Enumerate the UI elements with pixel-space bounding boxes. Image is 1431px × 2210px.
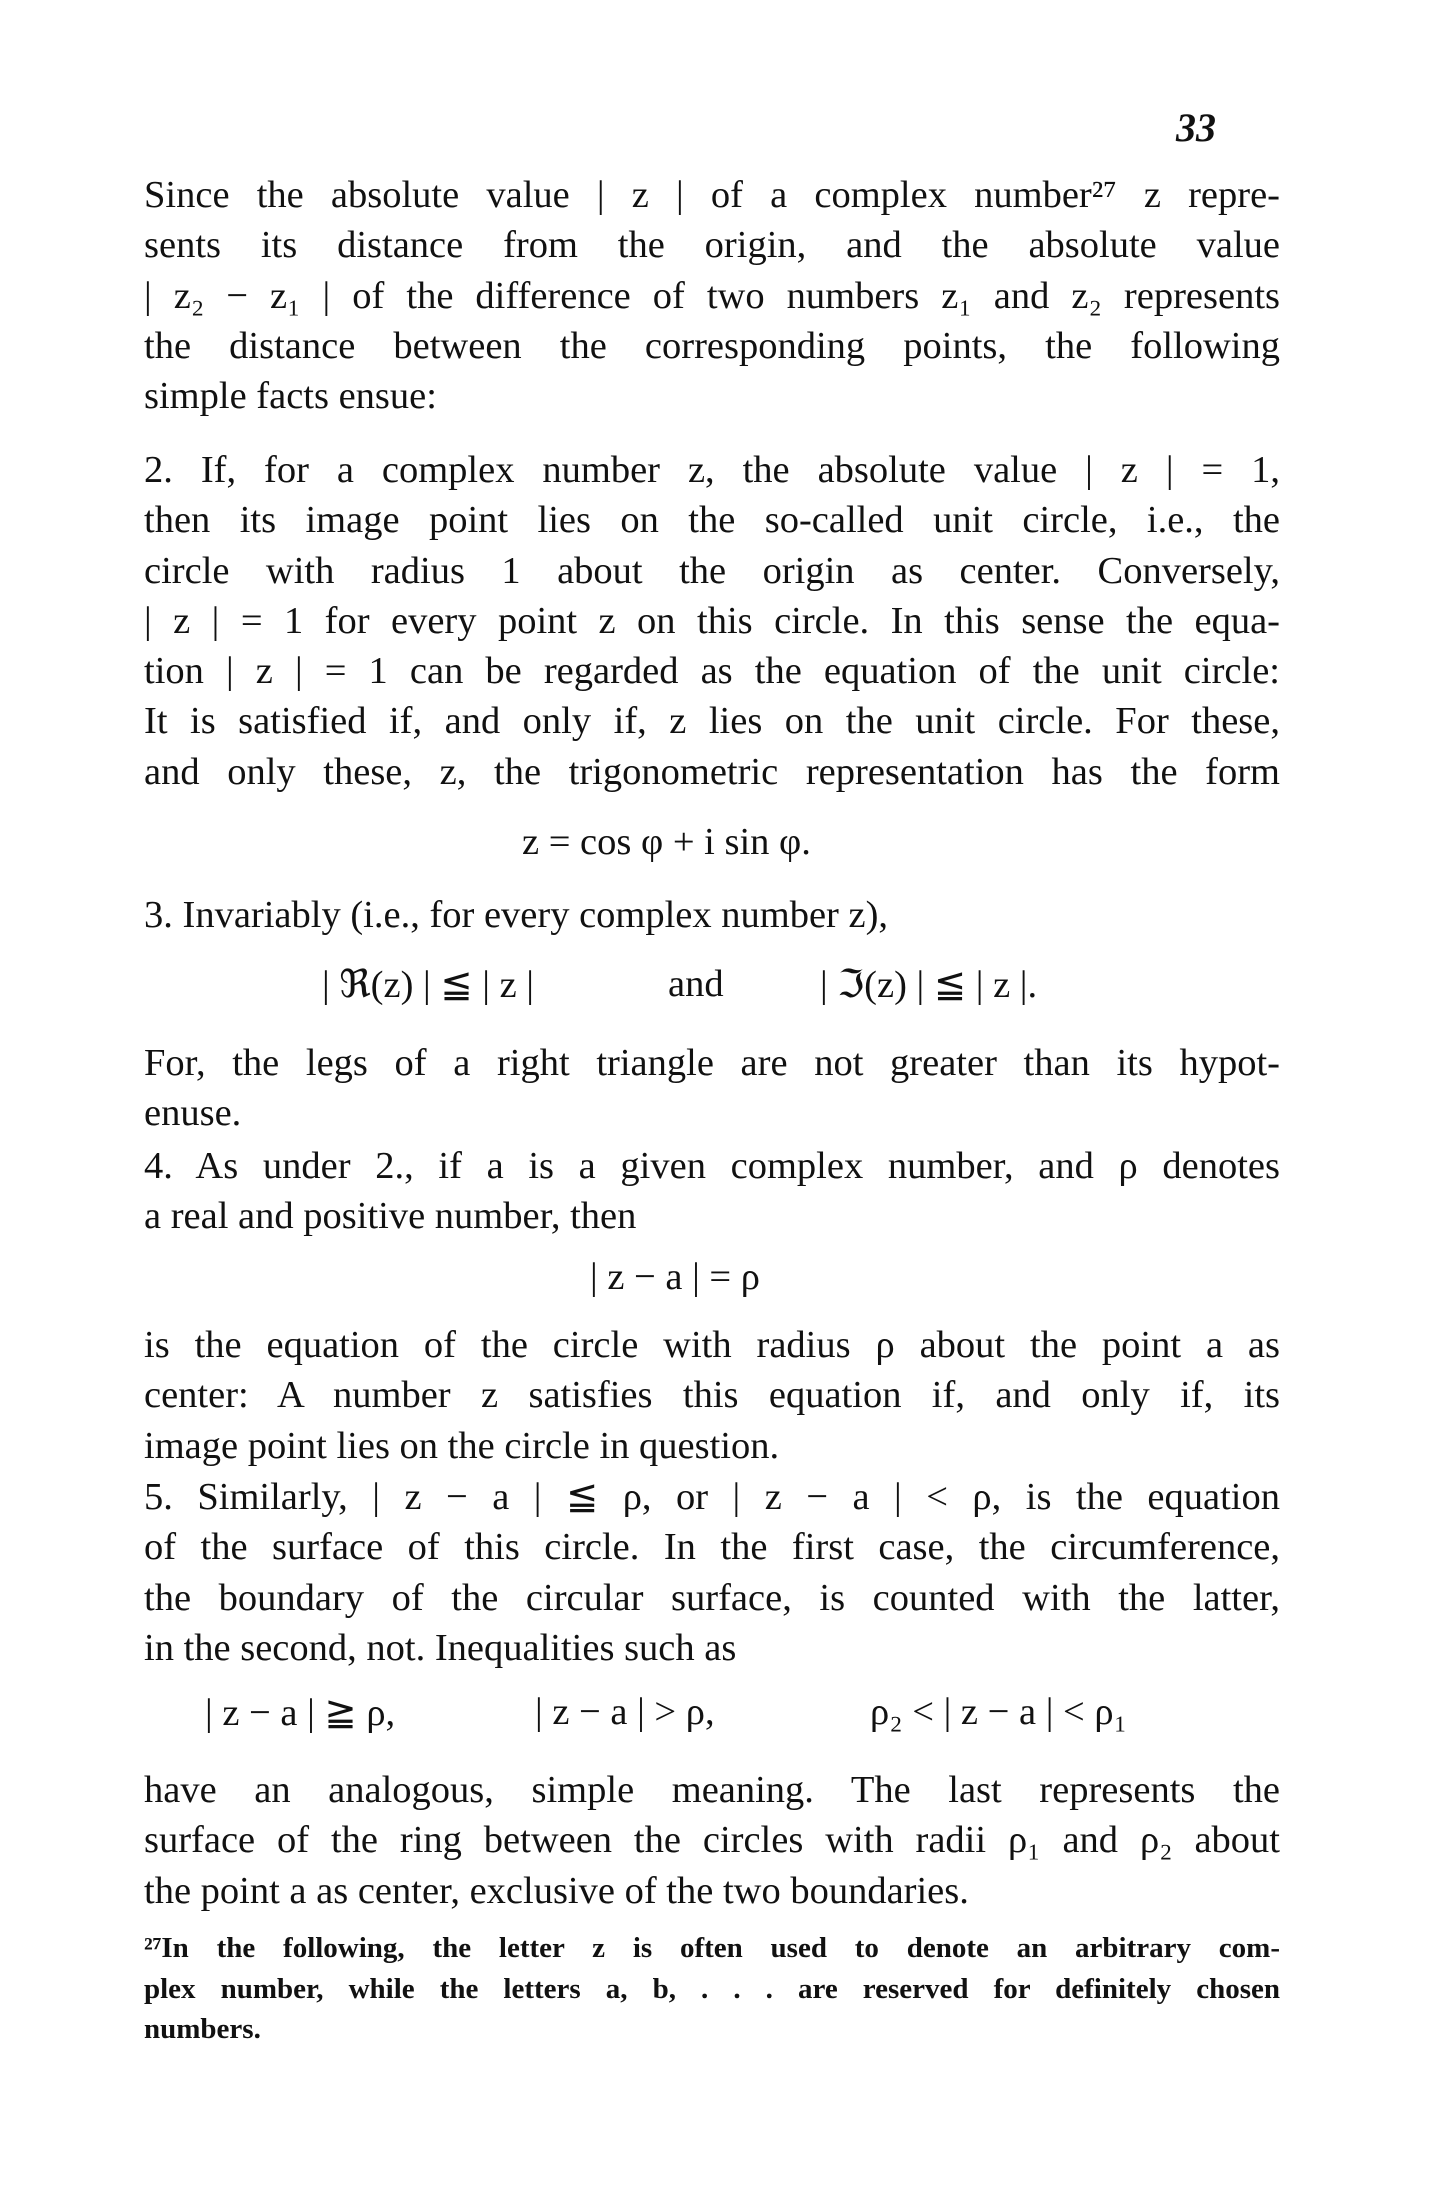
text-line: 5. Similarly, | z − a | ≦ ρ, or | z − a | < ρ, is the equation — [144, 1476, 1280, 1518]
text-line: surface of the ring between the circles with radii ρ₁ and ρ₂ about — [144, 1819, 1280, 1862]
text-line: is the equation of the circle with radius ρ about the point a as — [144, 1324, 1280, 1366]
and-word: and — [668, 963, 724, 1005]
triangle-paragraph — [144, 1038, 1280, 1139]
ring-paragraph — [144, 1765, 1280, 1916]
text-line: | z₂ − z₁ | of the difference of two numbers z₁ and z₂ represents — [144, 274, 1280, 317]
text-line: It is satisfied if, and only if, z lies on the unit circle. For these, — [144, 700, 1280, 743]
text-line: enuse. — [144, 1092, 242, 1135]
circle-equation: | z − a | = ρ — [590, 1256, 760, 1298]
text-line: tion | z | = 1 can be regarded as the equation of the unit circle: — [144, 650, 1280, 693]
intro-paragraph — [144, 170, 1280, 421]
text-line: in the second, not. Inequalities such as — [144, 1626, 737, 1669]
text-line: simple facts ensue: — [144, 375, 437, 418]
text-line: 3. Invariably (i.e., for every complex number z), — [144, 894, 889, 936]
text-line: the boundary of the circular surface, is counted with the latter, — [144, 1576, 1280, 1619]
circle-equation-paragraph — [144, 1320, 1280, 1471]
page-number: 33 — [1176, 105, 1216, 150]
footnote — [144, 1928, 1280, 2050]
text-line: the distance between the corresponding points, the following — [144, 324, 1280, 367]
unit-circle-paragraph — [144, 445, 1280, 797]
text-line: For, the legs of a right triangle are not greater than its hypot- — [144, 1042, 1280, 1084]
footnote-line: numbers. — [144, 2013, 261, 2046]
text-line: and only these, z, the trigonometric representation has the form — [144, 750, 1280, 793]
surface-paragraph — [144, 1472, 1280, 1673]
text-line: | z | = 1 for every point z on this circle. In this sense the equa- — [144, 599, 1280, 642]
text-line: circle with radius 1 about the origin as center. Conversely, — [144, 549, 1280, 592]
text-line: a real and positive number, then — [144, 1195, 637, 1238]
inequality-geq: | z − a | ≧ ρ, — [205, 1692, 396, 1734]
circle-radius-paragraph — [144, 1141, 1280, 1242]
text-line: sents its distance from the origin, and the absolute value — [144, 224, 1280, 267]
text-line: have an analogous, simple meaning. The last represents the — [144, 1769, 1280, 1811]
inequality-ring: ρ₂ < | z − a | < ρ₁ — [870, 1691, 1127, 1733]
footnote-line: plex number, while the letters a, b, . . . are reserved for definitely chosen — [144, 1972, 1280, 2005]
footnote-line: ²⁷In the following, the letter z is often used to denote an arbitrary com- — [144, 1932, 1280, 1964]
inequality-imag: | ℑ(z) | ≦ | z |. — [820, 964, 1038, 1006]
text-line: center: A number z satisfies this equation if, and only if, its — [144, 1374, 1280, 1417]
trig-equation: z = cos φ + i sin φ. — [522, 821, 811, 863]
text-line: Since the absolute value | z | of a complex number²⁷ z repre- — [144, 174, 1280, 216]
text-line: the point a as center, exclusive of the two boundaries. — [144, 1869, 969, 1912]
text-line: image point lies on the circle in question. — [144, 1424, 780, 1467]
inequality-real: | ℜ(z) | ≦ | z | — [322, 964, 534, 1006]
invariably-paragraph — [144, 890, 1280, 940]
text-line: 2. If, for a complex number z, the absolute value | z | = 1, — [144, 449, 1280, 491]
text-line: then its image point lies on the so-called unit circle, i.e., the — [144, 499, 1280, 542]
text-line: 4. As under 2., if a is a given complex number, and ρ denotes — [144, 1145, 1280, 1187]
text-line: of the surface of this circle. In the first case, the circumference, — [144, 1526, 1280, 1569]
inequality-gt: | z − a | > ρ, — [535, 1691, 715, 1733]
